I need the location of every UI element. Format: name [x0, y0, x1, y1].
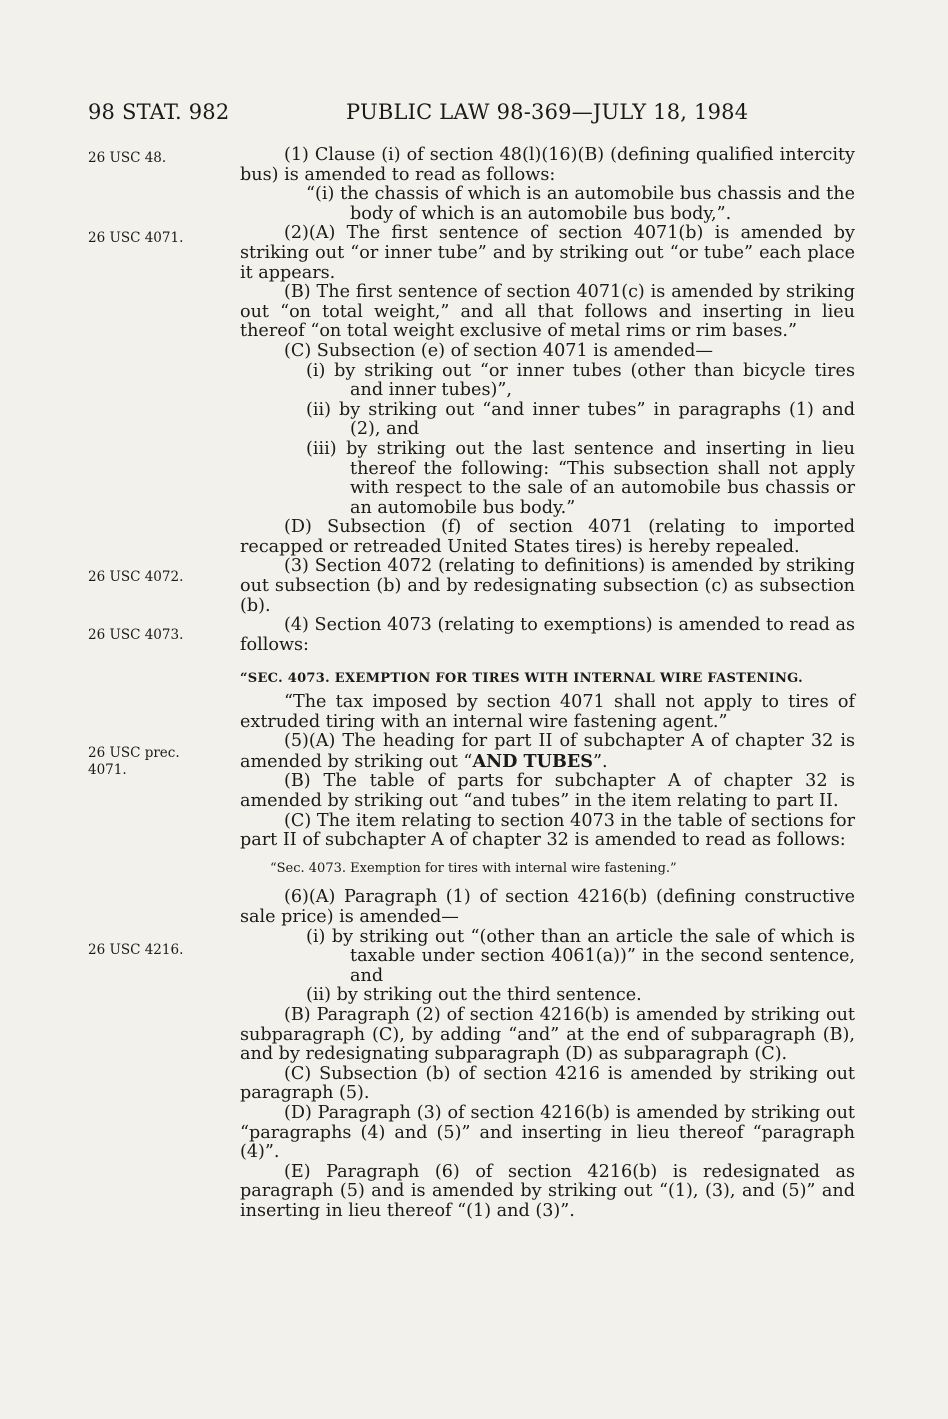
- quoted-clause: “(i) the chassis of which is an automobile bus chassis and the body of which is an automobile bus body,”.: [306, 184, 855, 224]
- margin-note: 26 USC 4071.: [88, 230, 184, 246]
- paragraph: (2)(A) The first sentence of section 4071(b) is amended by striking out “or inner tube” and by striking out “or tube” each place it appears.: [240, 223, 855, 283]
- paragraph: (D) Subsection (f) of section 4071 (relating to imported recapped or retreaded United States tires) is hereby repealed.: [240, 517, 855, 557]
- paragraph: (B) The first sentence of section 4071(c) is amended by striking out “on total weight,” and all that follows and inserting in lieu thereof “on total weight exclusive of metal rims or rim bases.”: [240, 282, 855, 342]
- paragraph: (C) Subsection (e) of section 4071 is amended—: [284, 340, 713, 361]
- clause: (ii) by striking out the third sentence.: [306, 985, 642, 1006]
- paragraph: (D) Paragraph (3) of section 4216(b) is amended by striking out “paragraphs (4) and (5)” and inserting in lieu thereof “paragraph (4)”.: [240, 1102, 855, 1163]
- margin-note: 26 USC 4072.: [88, 569, 184, 585]
- text-fragment: (5)(A) The heading for part II of subchapter A of chapter 32 is amended by striking out “: [240, 731, 855, 772]
- margin-note: 26 USC 4216.: [88, 942, 184, 958]
- paragraph: (4) Section 4073 (relating to exemptions) is amended to read as follows:: [240, 615, 855, 655]
- paragraph: (6)(A) Paragraph (1) of section 4216(b) (defining constructive sale price) is amended—: [240, 887, 855, 927]
- public-law-title: PUBLIC LAW 98-369—JULY 18, 1984: [346, 100, 749, 124]
- struck-heading: AND TUBES: [472, 750, 593, 772]
- paragraph: (C) The item relating to section 4073 in the table of sections for part II of subchapter A of chapter 32 is amended to read as follows:: [240, 810, 855, 851]
- clause: (i) by striking out “or inner tubes (other than bicycle tires and inner tubes)”,: [306, 360, 855, 401]
- section-heading: “SEC. 4073. EXEMPTION FOR TIRES WITH INTERNAL WIRE FASTENING.: [240, 671, 803, 687]
- stat-page-number: 98 STAT. 982: [88, 100, 230, 124]
- margin-note: 26 USC 48.: [88, 150, 167, 166]
- paragraph: (1) Clause (i) of section 48(l)(16)(B) (defining qualified intercity bus) is amended to read as follows:: [240, 145, 855, 185]
- document-body: [240, 146, 855, 1221]
- margin-note: 26 USC prec. 4071.: [88, 745, 180, 778]
- margin-note: 26 USC 4073.: [88, 627, 184, 643]
- paragraph: (B) Paragraph (2) of section 4216(b) is amended by striking out subparagraph (C), by adding “and” at the end of subparagraph (B), and by redesignating subparagraph (D) as subparagraph (C).: [240, 1004, 855, 1065]
- paragraph: (B) The table of parts for subchapter A of chapter 32 is amended by striking out “and tubes” in the item relating to part II.: [240, 771, 855, 811]
- text-fragment: ”.: [592, 751, 608, 772]
- clause: (i) by striking out “(other than an article the sale of which is taxable under section 4061(a))” in the second sentence, and: [306, 926, 855, 986]
- clause: (ii) by striking out “and inner tubes” in paragraphs (1) and (2), and: [306, 399, 855, 440]
- paragraph: (E) Paragraph (6) of section 4216(b) is redesignated as paragraph (5) and is amended by striking out “(1), (3), and (5)” and inserting in lieu thereof “(1) and (3)”.: [240, 1161, 855, 1221]
- paragraph: (C) Subsection (b) of section 4216 is amended by striking out paragraph (5).: [240, 1063, 855, 1104]
- clause: (iii) by striking out the last sentence and inserting in lieu thereof the following: “This subsection shall not apply with respect to the sale of an automobile bus chassis or an automobile bus body.”: [306, 438, 855, 518]
- paragraph: [240, 732, 855, 772]
- table-item: “Sec. 4073. Exemption for tires with internal wire fastening.”: [270, 860, 677, 876]
- paragraph: (3) Section 4072 (relating to definitions) is amended by striking out subsection (b) and by redesignating subsection (c) as subsection (b).: [240, 556, 855, 616]
- section-text: “The tax imposed by section 4071 shall not apply to tires of extruded tiring with an internal wire fastening agent.”: [240, 692, 855, 732]
